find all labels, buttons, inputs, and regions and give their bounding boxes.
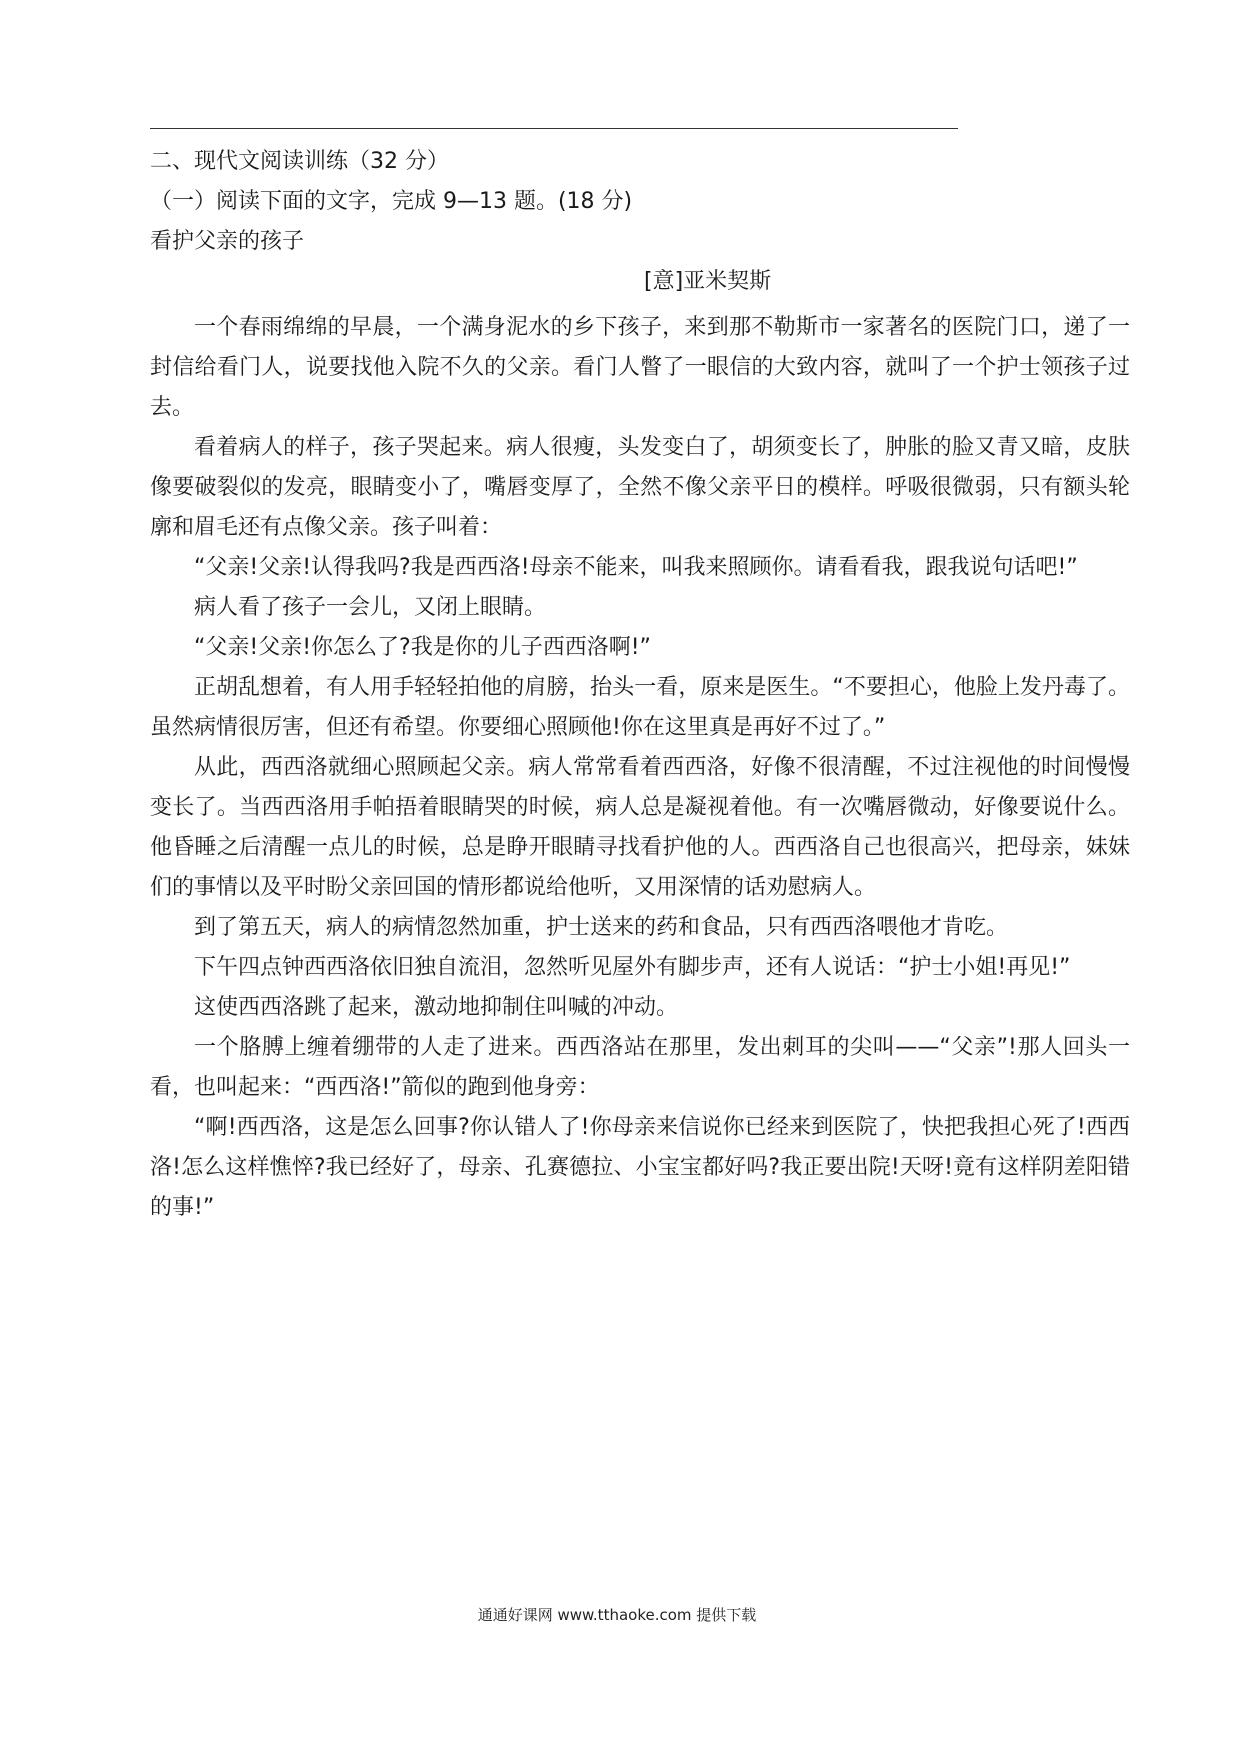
article-paragraph: 一个胳膊上缠着绷带的人走了进来。西西洛站在那里，发出刺耳的尖叫——“父亲”!那人回头一看，也叫起来：“西西洛!”箭似的跑到他身旁： bbox=[150, 1035, 1130, 1100]
article-paragraph: 一个春雨绵绵的早晨，一个满身泥水的乡下孩子，来到那不勒斯市一家著名的医院门口，递了一封信给看门人，说要找他入院不久的父亲。看门人瞥了一眼信的大致内容，就叫了一个护士领孩子过去。 bbox=[150, 315, 1130, 420]
top-divider-line bbox=[150, 128, 958, 129]
article-paragraph: “啊!西西洛，这是怎么回事?你认错人了!你母亲来信说你已经来到医院了，快把我担心死了!西西洛!怎么这样憔悴?我已经好了，母亲、孔赛德拉、小宝宝都好吗?我正要出院!天呀!竟有这样阴差阳错的事!” bbox=[150, 1115, 1130, 1220]
article-paragraph: 病人看了孩子一会儿，又闭上眼睛。 bbox=[194, 595, 547, 620]
article-author: [意]亚米契斯 bbox=[644, 269, 772, 294]
article-title: 看护父亲的孩子 bbox=[150, 229, 305, 254]
document-body bbox=[150, 142, 1130, 1228]
article-paragraph: 到了第五天，病人的病情忽然加重，护士送来的药和食品，只有西西洛喂他才肯吃。 bbox=[194, 915, 1009, 940]
article-paragraph: 正胡乱想着，有人用手轻轻拍他的肩膀，抬头一看，原来是医生。“不要担心，他脸上发丹毒了。虽然病情很厉害，但还有希望。你要细心照顾他!你在这里真是再好不过了。” bbox=[150, 675, 1130, 740]
section-heading: 二、现代文阅读训练（32 分） bbox=[150, 149, 449, 174]
article-paragraph: 从此，西西洛就细心照顾起父亲。病人常常看着西西洛，好像不很清醒，不过注视他的时间慢慢变长了。当西西洛用手帕捂着眼睛哭的时候，病人总是凝视着他。有一次嘴唇微动，好像要说什么。他昏睡之后清醒一点儿的时候，总是睁开眼睛寻找看护他的人。西西洛自己也很高兴，把母亲，妹妹们的事情以及平时盼父亲回国的情形都说给他听，又用深情的话劝慰病人。 bbox=[150, 755, 1130, 900]
article-paragraph: 下午四点钟西西洛依旧独自流泪，忽然听见屋外有脚步声，还有人说话：“护士小姐!再见!” bbox=[194, 955, 1071, 980]
article-paragraph: 看着病人的样子，孩子哭起来。病人很瘦，头发变白了，胡须变长了，肿胀的脸又青又暗，皮肤像要破裂似的发亮，眼睛变小了，嘴唇变厚了，全然不像父亲平日的模样。呼吸很微弱，只有额头轮廓和眉毛还有点像父亲。孩子叫着： bbox=[150, 435, 1130, 540]
reading-instruction: （一）阅读下面的文字，完成 9—13 题。(18 分) bbox=[150, 189, 633, 214]
page-footer: 通通好课网 www.tthaoke.com 提供下载 bbox=[477, 1606, 757, 1624]
article-paragraph: “父亲!父亲!认得我吗?我是西西洛!母亲不能来，叫我来照顾你。请看看我，跟我说句话吧!” bbox=[194, 555, 1078, 580]
article-paragraph: 这使西西洛跳了起来，激动地抑制住叫喊的冲动。 bbox=[194, 995, 679, 1020]
article-paragraph: “父亲!父亲!你怎么了?我是你的儿子西西洛啊!” bbox=[194, 635, 651, 660]
